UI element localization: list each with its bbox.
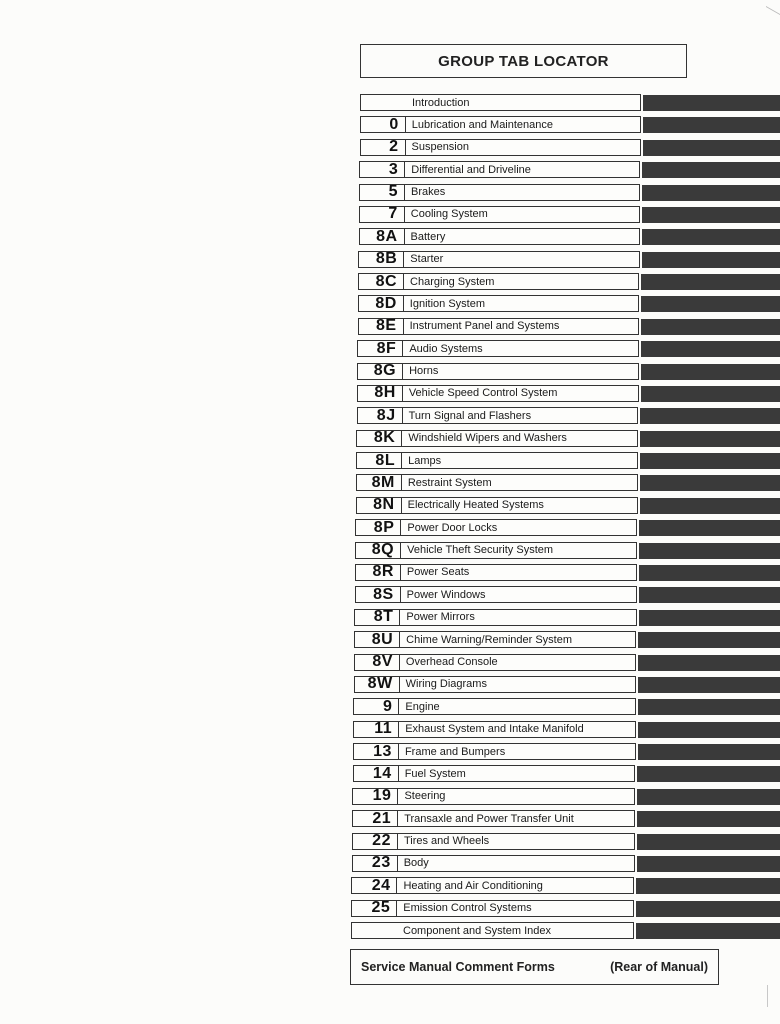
tab-label: Power Mirrors: [400, 609, 636, 626]
tab-label: Ignition System: [404, 295, 639, 312]
tab-row[interactable]: [359, 228, 780, 247]
tab-label: Vehicle Theft Security System: [401, 542, 637, 559]
tab-label: Power Door Locks: [401, 519, 637, 536]
tab-row[interactable]: [360, 94, 780, 113]
tab-edge-marker[interactable]: [637, 789, 780, 805]
tab-row[interactable]: [355, 564, 780, 583]
tab-row[interactable]: [352, 855, 780, 874]
tab-number: 8B: [358, 251, 404, 268]
tab-number: 8Q: [355, 542, 401, 559]
tab-edge-marker[interactable]: [638, 699, 780, 715]
tab-row[interactable]: [354, 654, 780, 673]
tab-label: Power Seats: [401, 564, 637, 581]
tab-label: Charging System: [404, 273, 639, 290]
tab-number: 8U: [354, 631, 400, 648]
tab-number: 8J: [357, 407, 403, 424]
tab-edge-marker[interactable]: [640, 431, 780, 447]
tab-label: Heating and Air Conditioning: [397, 877, 634, 894]
tab-number: [351, 922, 397, 939]
tab-label: Fuel System: [399, 765, 636, 782]
tab-number: 8E: [358, 318, 404, 335]
tab-number: 8M: [356, 474, 402, 491]
tab-row[interactable]: [353, 721, 780, 740]
tab-number: 8W: [354, 676, 400, 693]
tab-row[interactable]: [352, 833, 780, 852]
tab-row[interactable]: [359, 161, 780, 180]
tab-number: 11: [353, 721, 399, 738]
tab-label: Introduction: [406, 94, 641, 111]
tab-label: Exhaust System and Intake Manifold: [399, 721, 636, 738]
tab-label: Starter: [404, 251, 639, 268]
tab-edge-marker[interactable]: [641, 319, 780, 335]
tab-edge-marker[interactable]: [639, 565, 780, 581]
comment-forms-label: Service Manual Comment Forms: [361, 960, 555, 974]
tab-label: Cooling System: [405, 206, 640, 223]
tab-row[interactable]: [353, 743, 780, 762]
tab-edge-marker[interactable]: [643, 117, 780, 133]
tab-edge-marker[interactable]: [636, 878, 780, 894]
tab-row[interactable]: [358, 273, 780, 292]
tab-row[interactable]: [357, 363, 780, 382]
tab-number: 8S: [355, 586, 401, 603]
tab-edge-marker[interactable]: [642, 229, 780, 245]
tab-label: Frame and Bumpers: [399, 743, 636, 760]
tab-number: 0: [360, 116, 406, 133]
tab-row[interactable]: [355, 542, 780, 561]
tab-row[interactable]: [355, 519, 780, 538]
tab-number: 9: [353, 698, 399, 715]
tab-edge-marker[interactable]: [642, 207, 780, 223]
tab-number: 25: [351, 900, 397, 917]
tab-row[interactable]: [356, 430, 780, 449]
tab-number: 8K: [356, 430, 402, 447]
tab-number: 8A: [359, 228, 405, 245]
tab-edge-marker[interactable]: [638, 655, 780, 671]
tab-row[interactable]: [360, 116, 780, 135]
tab-number: 8C: [358, 273, 404, 290]
tab-edge-marker[interactable]: [640, 498, 780, 514]
tab-row[interactable]: [356, 452, 780, 471]
tab-row[interactable]: [351, 922, 780, 941]
tab-edge-marker[interactable]: [639, 610, 780, 626]
page-title: GROUP TAB LOCATOR: [360, 44, 687, 78]
tab-row[interactable]: [359, 184, 780, 203]
tab-row[interactable]: [357, 407, 780, 426]
tab-number: 8H: [357, 385, 403, 402]
tab-number: 8F: [357, 340, 403, 357]
tab-number: 8D: [358, 295, 404, 312]
tab-edge-marker[interactable]: [643, 140, 780, 156]
tab-label: Chime Warning/Reminder System: [400, 631, 636, 648]
tab-label: Body: [398, 855, 635, 872]
tab-edge-marker[interactable]: [638, 744, 780, 760]
tab-number: 8L: [356, 452, 402, 469]
tab-row[interactable]: [358, 295, 780, 314]
tab-number: 8R: [355, 564, 401, 581]
tab-label: Steering: [398, 788, 635, 805]
tab-edge-marker[interactable]: [641, 274, 780, 290]
tab-label: Battery: [405, 228, 640, 245]
tab-label: Windshield Wipers and Washers: [402, 430, 638, 447]
tab-row[interactable]: [351, 900, 780, 919]
tab-edge-marker[interactable]: [639, 587, 780, 603]
tab-edge-marker[interactable]: [636, 901, 780, 917]
tab-row[interactable]: [358, 251, 780, 270]
tab-number: 8V: [354, 654, 400, 671]
tab-label: Brakes: [405, 184, 640, 201]
tab-edge-marker[interactable]: [638, 632, 780, 648]
tab-number: 5: [359, 184, 405, 201]
tab-number: 8P: [355, 519, 401, 536]
tab-number: 13: [353, 743, 399, 760]
tab-row[interactable]: [352, 788, 780, 807]
tab-label: Audio Systems: [403, 340, 639, 357]
tab-edge-marker[interactable]: [641, 341, 780, 357]
tab-label: Lubrication and Maintenance: [406, 116, 641, 133]
tab-edge-marker[interactable]: [639, 543, 780, 559]
tab-row[interactable]: [354, 609, 780, 628]
tab-edge-marker[interactable]: [641, 296, 780, 312]
tab-edge-marker[interactable]: [640, 408, 780, 424]
tab-row[interactable]: [352, 810, 780, 829]
tab-number: 19: [352, 788, 398, 805]
tab-edge-marker[interactable]: [641, 364, 780, 380]
tab-number: 7: [359, 206, 405, 223]
tab-number: 23: [352, 855, 398, 872]
tab-number: 2: [360, 139, 406, 156]
tab-edge-marker[interactable]: [642, 252, 780, 268]
tab-number: 21: [352, 810, 398, 827]
tab-row[interactable]: [358, 318, 780, 337]
tab-edge-marker[interactable]: [637, 811, 780, 827]
tab-row[interactable]: [357, 385, 780, 404]
tab-label: Horns: [403, 363, 639, 380]
tab-row[interactable]: [356, 497, 780, 516]
tab-edge-marker[interactable]: [636, 923, 780, 939]
tab-label: Overhead Console: [400, 654, 636, 671]
tab-row[interactable]: [354, 631, 780, 650]
tab-row[interactable]: [353, 698, 780, 717]
tab-label: Restraint System: [402, 474, 638, 491]
tab-edge-marker[interactable]: [643, 95, 780, 111]
tab-row[interactable]: [356, 474, 780, 493]
tab-label: Wiring Diagrams: [400, 676, 636, 693]
tab-number: 3: [359, 161, 405, 178]
tab-edge-marker[interactable]: [642, 185, 780, 201]
tab-label: Emission Control Systems: [397, 900, 634, 917]
tab-edge-marker[interactable]: [637, 856, 780, 872]
tab-number: 8G: [357, 363, 403, 380]
tab-label: Suspension: [406, 139, 641, 156]
tab-number: 8T: [354, 609, 400, 626]
page-edge-mark: [767, 985, 776, 1007]
comment-forms-box[interactable]: [350, 949, 719, 985]
tab-number: 24: [351, 877, 397, 894]
tab-label: Tires and Wheels: [398, 833, 635, 850]
tab-row[interactable]: [355, 586, 780, 605]
tab-label: Instrument Panel and Systems: [404, 318, 640, 335]
tab-edge-marker[interactable]: [637, 766, 780, 782]
tab-row[interactable]: [357, 340, 780, 359]
tab-number: 22: [352, 833, 398, 850]
tab-number: [360, 94, 406, 111]
tab-label: Differential and Driveline: [405, 161, 640, 178]
tab-label: Engine: [399, 698, 635, 715]
tab-row[interactable]: [360, 139, 780, 158]
tab-edge-marker[interactable]: [640, 475, 780, 491]
tab-edge-marker[interactable]: [641, 386, 780, 402]
tab-label: Electrically Heated Systems: [402, 497, 638, 514]
tab-row[interactable]: [354, 676, 780, 695]
tab-edge-marker[interactable]: [642, 162, 780, 178]
tab-edge-marker[interactable]: [638, 722, 780, 738]
comment-forms-location: (Rear of Manual): [610, 960, 708, 974]
tab-label: Power Windows: [401, 586, 637, 603]
tab-edge-marker[interactable]: [638, 677, 780, 693]
tab-number: 14: [353, 765, 399, 782]
tab-label: Transaxle and Power Transfer Unit: [398, 810, 635, 827]
tab-edge-marker[interactable]: [637, 834, 780, 850]
tab-row[interactable]: [351, 877, 780, 896]
tab-edge-marker[interactable]: [639, 520, 780, 536]
tab-label: Component and System Index: [397, 922, 634, 939]
tab-edge-marker[interactable]: [640, 453, 780, 469]
tab-row[interactable]: [359, 206, 780, 225]
tab-label: Turn Signal and Flashers: [403, 407, 639, 424]
tab-label: Vehicle Speed Control System: [403, 385, 639, 402]
tab-row[interactable]: [353, 765, 780, 784]
tab-label: Lamps: [402, 452, 638, 469]
tab-number: 8N: [356, 497, 402, 514]
